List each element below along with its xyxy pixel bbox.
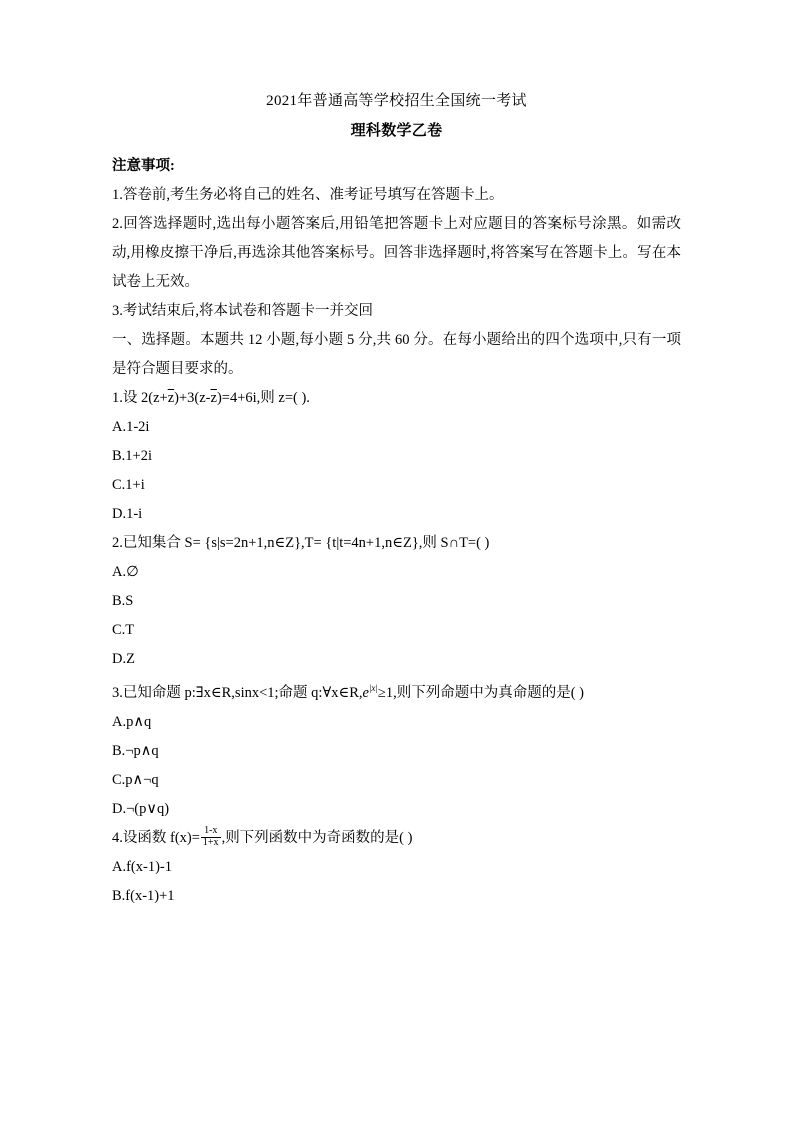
question-2-stem: 2.已知集合 S= {s|s=2n+1,n∈Z},T= {t|t=4n+1,n∈Z},则 S∩T=( ) (112, 535, 490, 551)
question-3-stem (112, 674, 681, 708)
question-1-option-c: C.1+i (112, 477, 145, 493)
q1-stem-suffix: )=4+6i,则 z=( ). (216, 390, 310, 406)
question-4-stem (112, 824, 681, 853)
q3-stem-part-a: 3.已知命题 p:∃x∈R,sinx<1;命题 q:∀x∈R, (112, 684, 363, 701)
question-3-option-a: A.p∧q (112, 713, 152, 730)
notice-item-3: 3.考试结束后,将本试卷和答题卡一并交回 (112, 303, 373, 319)
question-4-option-b: B.f(x-1)+1 (112, 887, 175, 904)
q1-z-bar-1: $\overline{z}$ (167, 390, 175, 406)
question-2-option-c: C.T (112, 622, 135, 638)
question-2-option-a: A.∅ (112, 564, 139, 580)
q4-stem-part-b: ,则下列函数中为奇函数的是( ) (221, 829, 413, 846)
question-2-option-b: B.S (112, 593, 134, 609)
q3-exponential-exponent: |x| (368, 683, 378, 693)
question-3-option-d: D.¬(p∨q) (112, 800, 170, 817)
q1-z-bar-2: $\overline{z}$ (210, 390, 217, 406)
question-1-stem (112, 384, 681, 413)
q4-stem-part-a: 4.设函数 f(x)= (112, 829, 200, 846)
question-4-option-a: A.f(x-1)-1 (112, 858, 172, 875)
section-one-instructions: 一、选择题。本题共 12 小题,每小题 5 分,共 60 分。在每小题给出的四个选项中,只有一项是符合题目要求的。 (112, 332, 681, 377)
q1-stem-mid: )+3(z- (174, 390, 211, 406)
q4-fraction-numerator: 1-x (201, 826, 221, 838)
question-3-option-b: B.¬p∧q (112, 742, 159, 759)
notice-item-1: 1.答卷前,考生务必将自己的姓名、准考证号填写在答题卡上。 (112, 187, 504, 203)
notice-heading: 注意事项: (112, 158, 175, 174)
q1-stem-prefix: 1.设 2(z+ (112, 390, 168, 406)
q4-fraction (201, 826, 221, 849)
question-1-option-b: B.1+2i (112, 448, 153, 464)
question-1-option-a: A.1-2i (112, 419, 150, 435)
page-subtitle: 理科数学乙卷 (350, 123, 443, 139)
question-2-option-d: D.Z (112, 651, 135, 667)
q3-exponential-base: e (362, 684, 369, 701)
page-title: 2021年普通高等学校招生全国统一考试 (266, 93, 527, 109)
question-1-option-d: D.1-i (112, 506, 143, 522)
question-3-option-c: C.p∧¬q (112, 771, 159, 788)
q3-stem-part-b: ≥1,则下列命题中为真命题的是( ) (377, 684, 585, 701)
q4-fraction-denominator: 1+x (202, 837, 219, 848)
notice-item-2: 2.回答选择题时,选出每小题答案后,用铅笔把答题卡上对应题目的答案标号涂黑。如需改动,用橡皮擦干净后,再选涂其他答案标号。回答非选择题时,将答案写在答题卡上。写在本试卷上无效。 (112, 216, 681, 290)
